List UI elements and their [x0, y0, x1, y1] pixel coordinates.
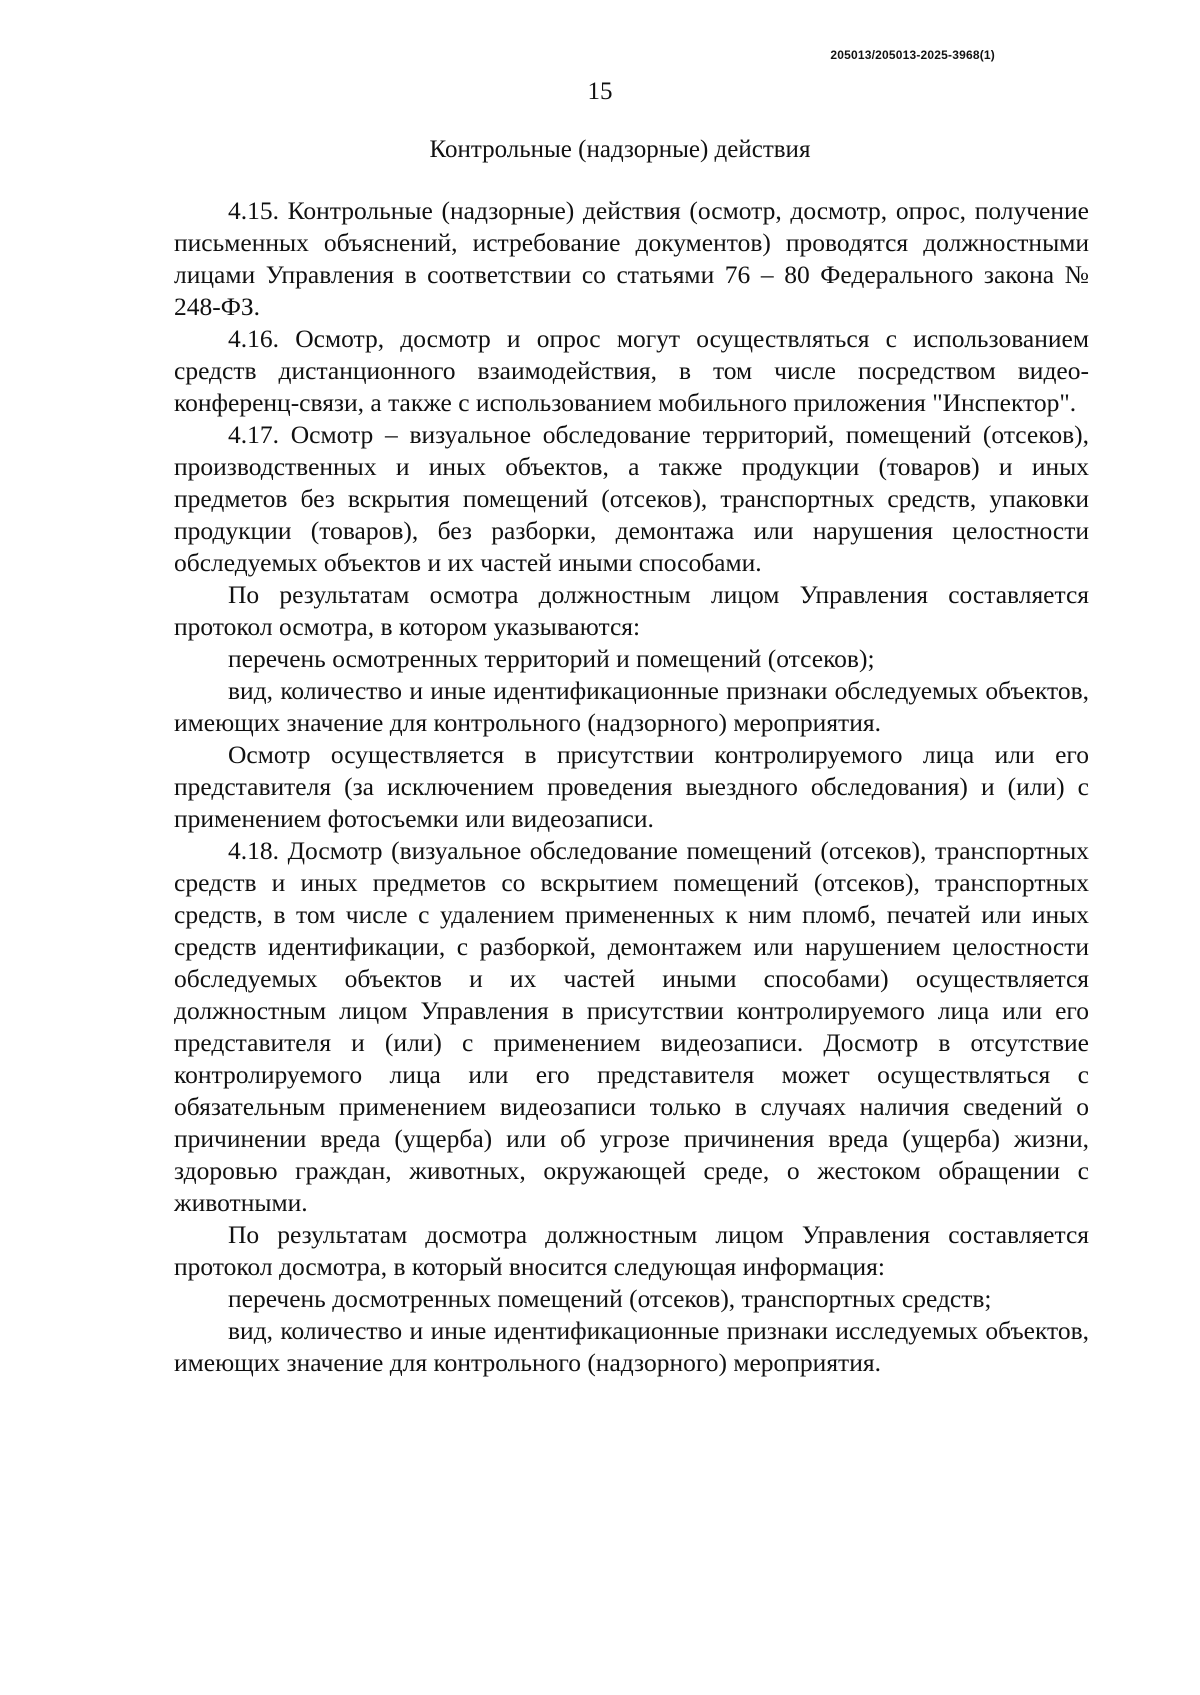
document-body — [174, 195, 1089, 1379]
paragraph-4-18: 4.18. Досмотр (визуальное обследование помещений (отсеков), транспортных средств и иных предметов со вскрытием помещений (отсеков), транспортных средств, в том числе с удалением примененных к ним пломб, печатей или иных средств идентификации, с разборкой, демонтажем или нарушением целостности обследуемых объектов и их частей иными способами) осуществляется должностным лицом Управления в присутствии контролируемого лица или его представителя и (или) с применением видеозаписи. Досмотр в отсутствие контролируемого лица или его представителя может осуществляться с обязательным применением видеозаписи только в случаях наличия сведений о причинении вреда (ущерба) или об угрозе причинения вреда (ущерба) жизни, здоровью граждан, животных, окружающей среде, о жестоком обращении с животными. — [174, 836, 1089, 1217]
paragraph-list-territories: перечень осмотренных территорий и помещений (отсеков); — [228, 644, 875, 673]
document-id: 205013/205013-2025-3968(1) — [830, 48, 995, 62]
paragraph-list-objects: вид, количество и иные идентификационные признаки обследуемых объектов, имеющих значение для контрольного (надзорного) мероприятия. — [174, 676, 1089, 737]
paragraph-4-15: 4.15. Контрольные (надзорные) действия (осмотр, досмотр, опрос, получение письменных объяснений, истребование документов) проводятся должностными лицами Управления в соответствии со статьями 76 – 80 Федерального закона № 248-ФЗ. — [174, 196, 1089, 321]
section-title: Контрольные (надзорные) действия — [429, 136, 811, 163]
paragraph-4-17: 4.17. Осмотр – визуальное обследование территорий, помещений (отсеков), производственных и иных объектов, а также продукции (товаров) и иных предметов без вскрытия помещений (отсеков), транспортных средств, упаковки продукции (товаров), без разборки, демонтажа или нарушения целостности обследуемых объектов и их частей иными способами. — [174, 420, 1089, 577]
page-number: 15 — [587, 78, 613, 105]
paragraph-search-protocol: По результатам досмотра должностным лицом Управления составляется протокол досмотра, в который вносится следующая информация: — [174, 1220, 1089, 1281]
paragraph-inspection-presence: Осмотр осуществляется в присутствии контролируемого лица или его представителя (за исключением проведения выездного обследования) и (или) с применением фотосъемки или видеозаписи. — [174, 740, 1089, 833]
paragraph-inspection-protocol: По результатам осмотра должностным лицом Управления составляется протокол осмотра, в котором указываются: — [174, 580, 1089, 641]
paragraph-4-16: 4.16. Осмотр, досмотр и опрос могут осуществляться с использованием средств дистанционного взаимодействия, в том числе посредством видео-конференц-связи, а также с использованием мобильного приложения "Инспектор". — [174, 324, 1089, 417]
paragraph-list-premises: перечень досмотренных помещений (отсеков), транспортных средств; — [228, 1284, 992, 1313]
paragraph-list-examined-objects: вид, количество и иные идентификационные признаки исследуемых объектов, имеющих значение для контрольного (надзорного) мероприятия. — [174, 1316, 1089, 1377]
